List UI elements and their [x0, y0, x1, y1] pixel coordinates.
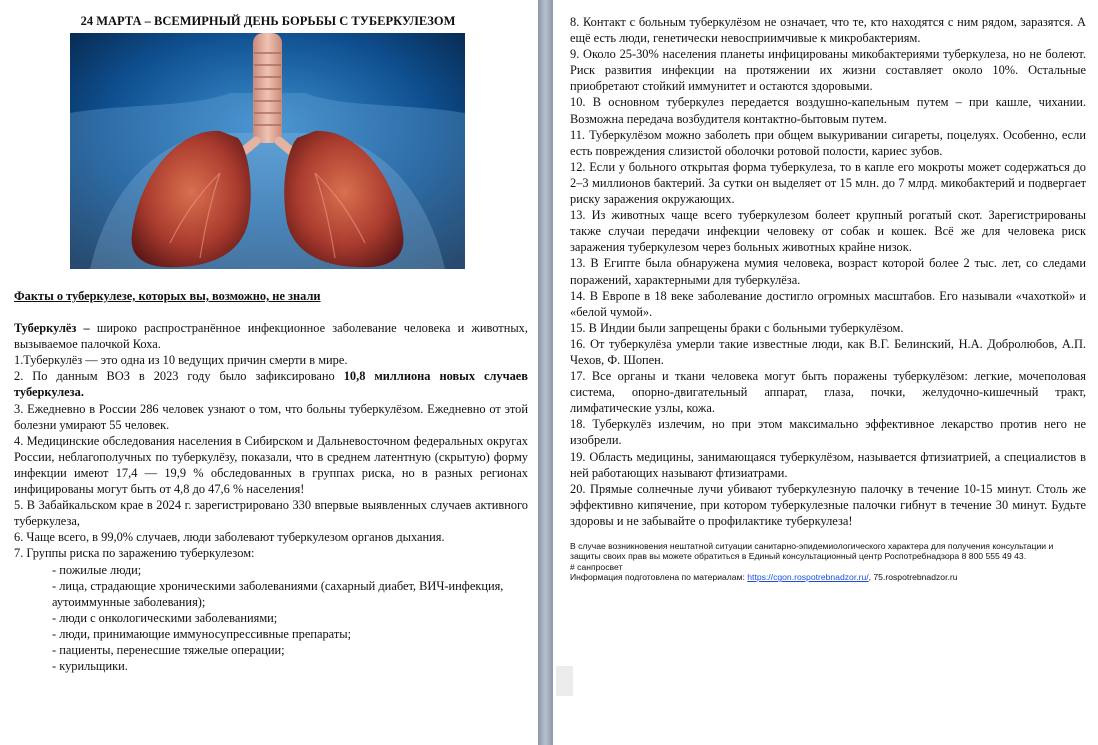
fact-3: 3. Ежедневно в России 286 человек узнают о том, что больны туберкулёзом. Ежедневно от этой болезни умирают 55 человек.: [14, 401, 528, 432]
fact-5: 5. В Забайкальском крае в 2024 г. зарегистрировано 330 впервые выявленных случаев активного туберкулеза,: [14, 498, 528, 529]
page-title: 24 МАРТА – ВСЕМИРНЫЙ ДЕНЬ БОРЬБЫ С ТУБЕРКУЛЕЗОМ: [80, 14, 456, 28]
lungs-illustration: [70, 33, 465, 269]
fact-7: 7. Группы риска по заражению туберкулезом:: [14, 546, 255, 561]
fact-20: 20. Прямые солнечные лучи убивают туберкулезную палочку в течение 10-15 минут. Столь же эффективно кипячение, при котором туберкулезные палочки гибнут в течение 30 минут. Будьте здоровы и не забывайте о профилактике туберкулеза!: [570, 481, 1086, 528]
source-link[interactable]: https://cgon.rospotrebnadzor.ru/: [747, 572, 869, 583]
fact-16: 16. От туберкулёза умерли такие известные люди, как В.Г. Белинский, Н.А. Добролюбов, А.П. Чехов, Ф. Шопен.: [570, 336, 1086, 367]
fact-18: 18. Туберкулёз излечим, но при этом максимально эффективное лекарство против него не изобрели.: [570, 417, 1086, 448]
fact-2-highlight: 10,8 миллиона новых случаев туберкулеза.: [14, 369, 528, 400]
fact-12: 12. Если у больного открытая форма туберкулеза, то в капле его мокроты может содержаться до 2–3 миллионов бактерий. За сутки он выделяет от 15 млн. до 7 млрд. микобактерий и подвергает риску заражения окружающих.: [570, 159, 1086, 207]
source-note: [570, 572, 1086, 582]
intro-text: широко распространённое инфекционное заболевание человека и животных, вызываемое палочкой Коха.: [14, 321, 528, 352]
fact-1: 1.Туберкулёз — это одна из 10 ведущих причин смерти в мире.: [14, 353, 348, 368]
facts-right-column: [570, 14, 1086, 583]
intro-term: Туберкулёз –: [14, 321, 90, 336]
risk-item: - пациенты, перенесшие тяжелые операции;: [52, 642, 285, 657]
fact-10: 10. В основном туберкулез передается воздушно-капельным путем – при кашле, чихании. Возможна передача возбудителя контактно-бытовым путем.: [570, 95, 1086, 126]
document-page-right: [553, 0, 1098, 745]
facts-heading: Факты о туберкулезе, которых вы, возможно, не знали: [14, 289, 321, 303]
fact-15: 15. В Индии были запрещены браки с больными туберкулёзом.: [570, 320, 904, 335]
fact-2-text: 2. По данным ВОЗ в 2023 году было зафиксировано: [14, 369, 344, 384]
risk-item: - пожилые люди;: [52, 562, 142, 577]
footer-note: [570, 541, 1086, 583]
fact-11: 11. Туберкулёзом можно заболеть при общем выкуривании сигареты, поцелуях. Особенно, если есть повреждения слизистой оболочки ротовой полости, кариес зубов.: [570, 127, 1086, 158]
page-divider: [538, 0, 553, 745]
intro-paragraph: [14, 320, 528, 352]
fact-14: 14. В Европе в 18 веке заболевание достигло огромных масштабов. Его называли «чахоткой» и «белой чумой».: [570, 288, 1086, 319]
fact-13b: 13. В Египте была обнаружена мумия человека, возраст которой более 2 тыс. лет, со следами поражений, характерными для туберкулёза.: [570, 256, 1086, 287]
fact-2: [14, 368, 528, 400]
fact-19: 19. Область медицины, занимающаяся туберкулёзом, называется фтизиатрией, а специалистов в ней работающих называют фтизиатрами.: [570, 449, 1086, 480]
page-edge-marker: [556, 666, 573, 696]
facts-left-column: [14, 288, 528, 674]
fact-17: 17. Все органы и ткани человека могут быть поражены туберкулёзом: легкие, мочеполовая система, опорно-двигательный аппарат, глаза, почки, желудочно-кишечный тракт, лимфатические узлы, кожа.: [570, 369, 1086, 416]
hotline-note: В случае возникновения нештатной ситуации санитарно-эпидемиологического характера для получения консультации и защиты своих прав вы можете обратиться в Единый консультационный центр Роспотребнадзора 8 800 555 49 43.: [570, 541, 1054, 562]
risk-item: - люди с онкологическими заболеваниями;: [52, 610, 278, 625]
fact-9: 9. Около 25-30% населения планеты инфицированы микобактериями туберкулеза, но не болеют. Риск развития инфекции на протяжении их жизни составляет около 10%. Остальные приобретают стойкий иммунитет и остаются здоровыми.: [570, 47, 1086, 94]
risk-item: - лица, страдающие хроническими заболеваниями (сахарный диабет, ВИЧ-инфекция, аутоиммунные заболевания);: [52, 578, 504, 609]
fact-13a: 13. Из животных чаще всего туберкулезом болеет крупный рогатый скот. Зарегистрированы также случаи передачи инфекции человеку от собак и кошек. Всё же для человека риск заражения туберкулезом через больных животных крайне низок.: [570, 208, 1086, 255]
fact-8: 8. Контакт с больным туберкулёзом не означает, что те, кто находятся с ним рядом, заразятся. А ещё есть люди, генетически невосприимчивые к микробактериям.: [570, 15, 1086, 46]
source-label: Информация подготовлена по материалам:: [570, 572, 748, 583]
source-suffix: , 75.rospotrebnadzor.ru: [868, 572, 958, 583]
risk-item: - курильщики.: [52, 659, 128, 674]
risk-item: - люди, принимающие иммуносупрессивные препараты;: [52, 626, 352, 641]
fact-4: 4. Медицинские обследования населения в Сибирском и Дальневосточном федеральных округах России, неблагополучных по туберкулёзу, показали, что в среднем латентную (скрытую) форму инфекции имеют 17,4 — 19,9 % обследованных в группах риска, но в разных регионах инфицированы могут быть от 4,8 до 47,6 % населения!: [14, 433, 528, 497]
hashtag: # санпросвет: [570, 561, 623, 572]
document-page-left: [0, 0, 538, 745]
fact-6: 6. Чаще всего, в 99,0% случаев, люди заболевают туберкулезом органов дыхания.: [14, 530, 445, 545]
